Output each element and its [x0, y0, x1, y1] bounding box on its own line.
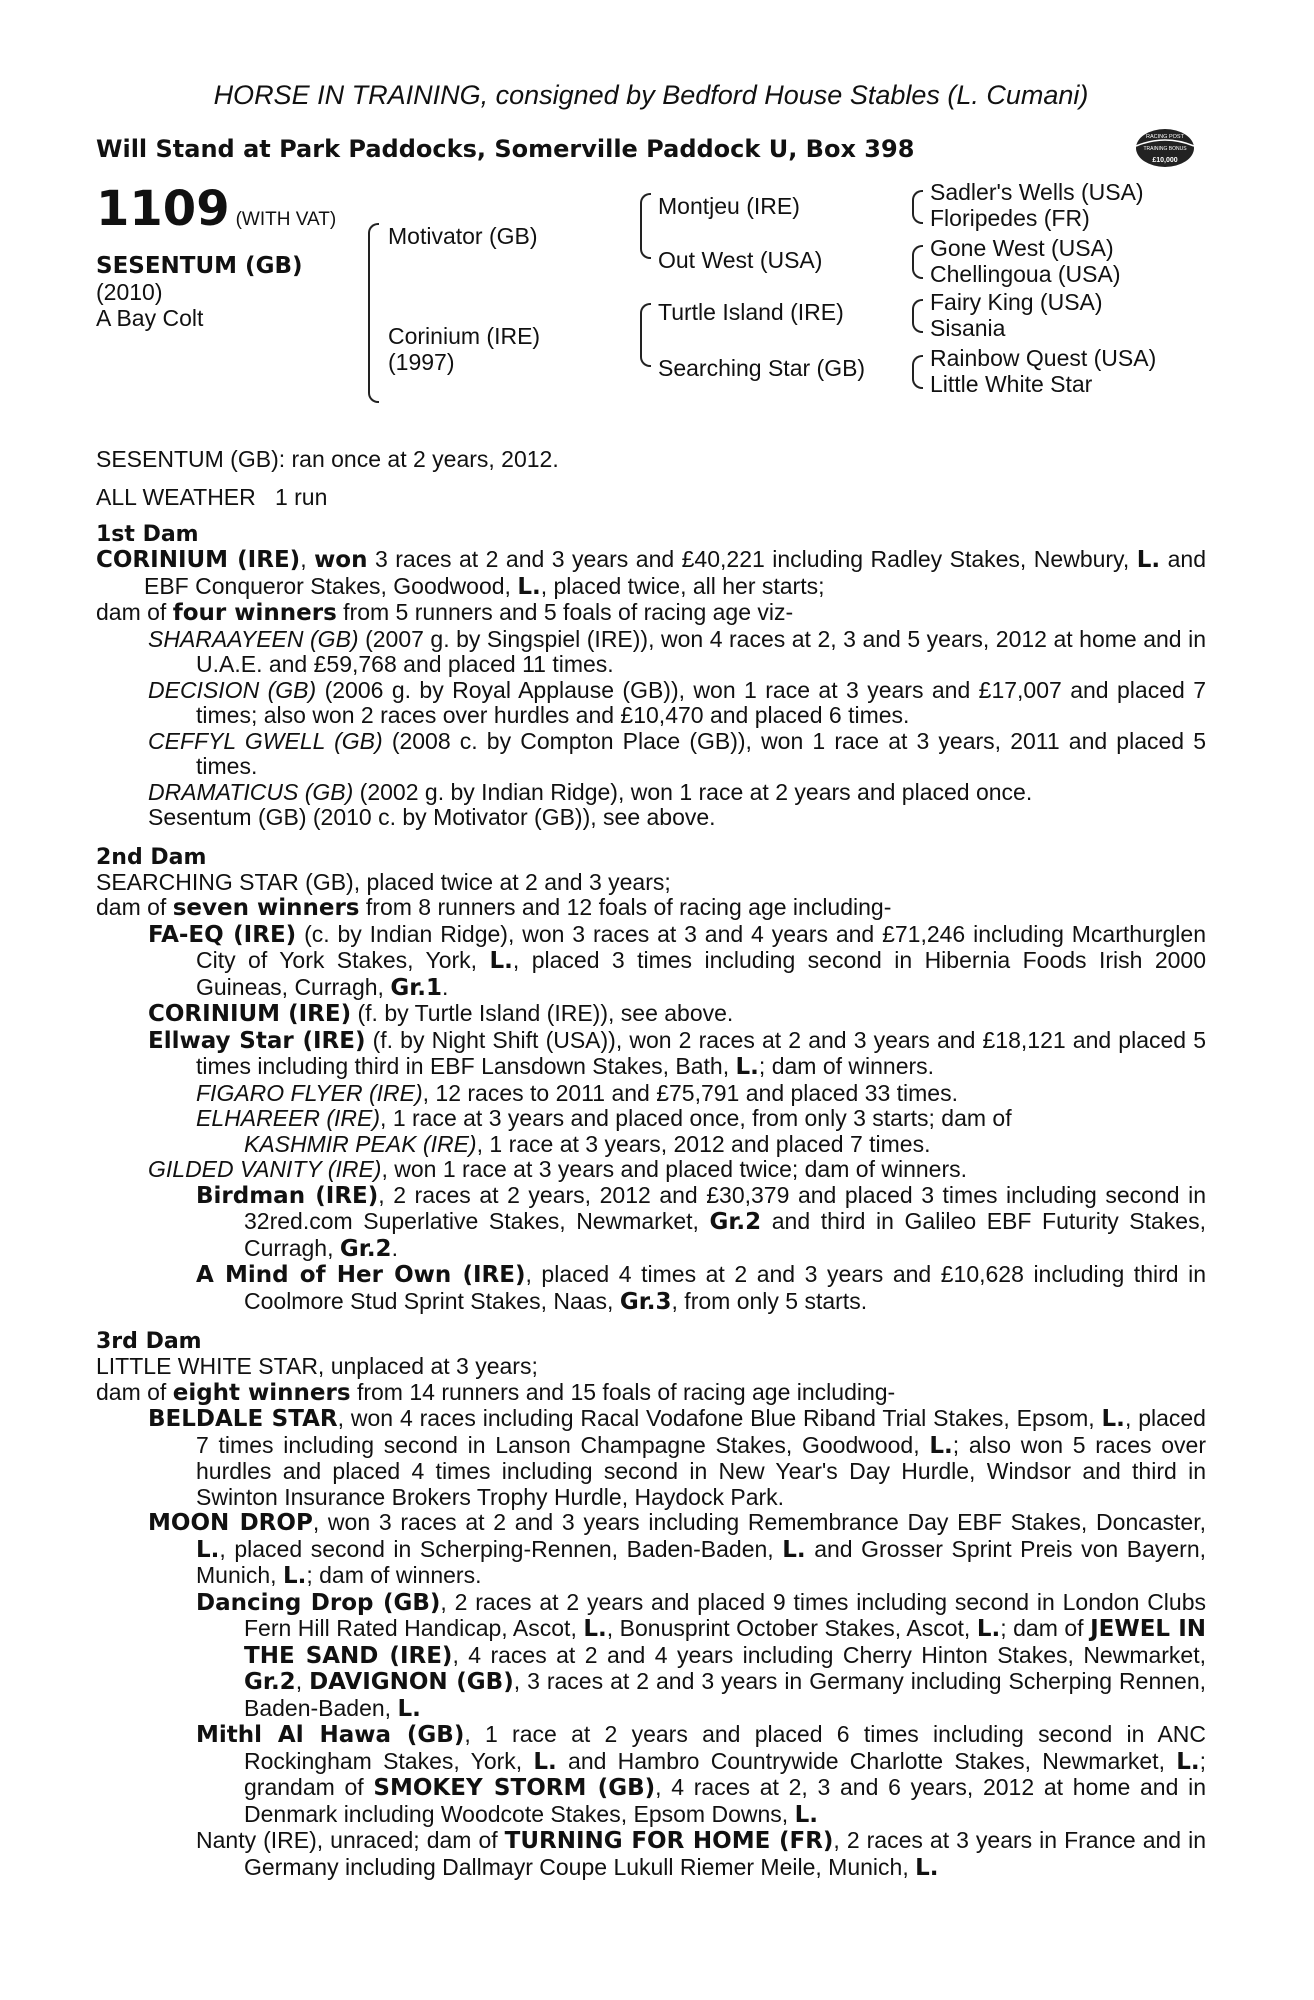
first-dam-offspring-5: Sesentum (GB) (2010 c. by Motivator (GB)), see above. [148, 804, 716, 830]
great-granddam-3: Sisania [930, 315, 1006, 341]
second-dam-offspring-1: FA-EQ (IRE) (c. by Indian Ridge), won 3 races at 3 and 4 years and £71,246 including Mcarthurglen City of York Stakes, York, L., placed 3 times including second in Hibernia Foods Irish 2000 Guineas, Curragh, Gr.1. [148, 920, 1207, 1001]
third-dam-offspring-2: MOON DROP, won 3 races at 2 and 3 years including Remembrance Day EBF Stakes, Doncaster, L., placed second in Scherping-Rennen, Baden-Baden, L. and Grosser Sprint Preis von Bayern, Munich, L.; dam of winners. [148, 1509, 1207, 1589]
badge-top-text: RACING POST [1146, 134, 1184, 140]
second-dam-offspring-2: CORINIUM (IRE) (f. by Turtle Island (IRE)), see above. [148, 1000, 734, 1027]
pedigree-bracket-main [368, 223, 379, 403]
pedigree-bracket-ggp2 [912, 245, 923, 279]
pedigree-bracket-sire [640, 193, 651, 259]
race-record-summary: SESENTUM (GB): ran once at 2 years, 2012. [96, 446, 559, 472]
sire: Motivator (GB) [388, 223, 538, 249]
vat-note: (WITH VAT) [235, 209, 337, 230]
second-dam-grandoffspring-4: A Mind of Her Own (IRE), placed 4 times at 2 and 3 years and £10,628 including third in Coolmore Stud Sprint Stakes, Naas, Gr.3, from only 5 starts. [196, 1261, 1207, 1315]
dam-dam: Searching Star (GB) [658, 355, 866, 381]
third-dam-grandoffspring-3: Nanty (IRE), unraced; dam of TURNING FOR HOME (FR), 2 races at 3 years in France and in Germany including Dallmayr Coupe Lukull Riemer Meile, Munich, L. [196, 1827, 1206, 1881]
badge-mid-text: TRAINING BONUS [1143, 146, 1187, 152]
second-dam-produce-summary: dam of seven winners from 8 runners and 12 foals of racing age including- [96, 894, 892, 921]
first-dam-record: CORINIUM (IRE), won 3 races at 2 and 3 years and £40,221 including Radley Stakes, Newbury, L. and EBF Conqueror Stakes, Goodwood, L., placed twice, all her starts; [96, 546, 1206, 600]
lot-number: 1109 [96, 181, 230, 237]
great-grandsire-3: Fairy King (USA) [930, 289, 1103, 315]
stand-location: Will Stand at Park Paddocks, Somerville Paddock U, Box 398 [96, 135, 915, 163]
horse-year: (2010) [96, 279, 163, 305]
third-dam-record: LITTLE WHITE STAR, unplaced at 3 years; [96, 1353, 538, 1379]
training-bonus-badge [1134, 126, 1196, 170]
dam-sire: Turtle Island (IRE) [658, 299, 844, 325]
great-grandsire-2: Gone West (USA) [930, 235, 1114, 261]
first-dam-offspring-2: DECISION (GB) (2006 g. by Royal Applause (GB)), won 1 race at 3 years and £17,007 and placed 7 times; also won 2 races over hurdles and £10,470 and placed 6 times. [148, 676, 1206, 728]
badge-amount-text: £10,000 [1152, 157, 1178, 164]
third-dam-grandoffspring-1: Dancing Drop (GB), 2 races at 2 years and placed 9 times including second in London Clubs Fern Hill Rated Handicap, Ascot, L., Bonusprint October Stakes, Ascot, L.; dam of JEWEL IN THE SAND (IRE), 4 races at 2 and 4 years including Cherry Hinton Stakes, Newmarket, Gr.2, DAVIGNON (GB), 3 races at 2 and 3 years in Germany including Scherping Rennen, Baden-Baden, L. [196, 1588, 1207, 1722]
horse-name: SESENTUM (GB) [96, 253, 303, 279]
all-weather-runs: 1 run [274, 483, 328, 510]
third-dam-offspring-1: BELDALE STAR, won 4 races including Racal Vodafone Blue Riband Trial Stakes, Epsom, L., placed 7 times including second in Lanson Champagne Stakes, Goodwood, L.; also won 5 races over hurdles and placed 4 times including second in New Year's Day Hurdle, Windsor and third in Swinton Insurance Brokers Trophy Hurdle, Haydock Park. [148, 1405, 1206, 1510]
second-dam-section [96, 845, 1206, 1316]
lot-info [96, 181, 337, 332]
great-granddam-4: Little White Star [930, 371, 1093, 397]
great-grandsire-4: Rainbow Quest (USA) [930, 345, 1157, 371]
dam-year: (1997) [388, 349, 455, 375]
all-weather-record [96, 485, 1206, 511]
second-dam-record: SEARCHING STAR (GB), placed twice at 2 and 3 years; [96, 868, 671, 895]
first-dam-section [96, 522, 1206, 831]
third-dam-produce-summary: dam of eight winners from 14 runners and 15 foals of racing age including- [96, 1378, 896, 1406]
third-dam-grandoffspring-2: Mithl Al Hawa (GB), 1 race at 2 years and placed 6 times including second in ANC Rockingham Stakes, York, L. and Hambro Countrywide Charlotte Stakes, Newmarket, L.; grandam of SMOKEY STORM (GB), 4 races at 2, 3 and 6 years, 2012 at home and in Denmark including Woodcote Stakes, Epsom Downs, L. [196, 1721, 1207, 1828]
second-dam-offspring-4: GILDED VANITY (IRE), won 1 race at 3 years and placed twice; dam of winners. [148, 1156, 967, 1182]
pedigree-bracket-dam [640, 303, 651, 367]
dam: Corinium (IRE) [388, 323, 541, 349]
third-dam-section [96, 1329, 1206, 1881]
catalogue-page [96, 80, 1206, 1881]
first-dam-offspring-1: SHARAAYEEN (GB) (2007 g. by Singspiel (IRE)), won 4 races at 2, 3 and 5 years, 2012 at home and in U.A.E. and £59,768 and placed 11 times. [148, 625, 1207, 677]
second-dam-grandoffspring-1: FIGARO FLYER (IRE), 12 races to 2011 and £75,791 and placed 33 times. [196, 1079, 958, 1106]
all-weather-label: ALL WEATHER [96, 483, 256, 510]
first-dam-offspring-4: DRAMATICUS (GB) (2002 g. by Indian Ridge), won 1 race at 2 years and placed once. [148, 778, 1033, 805]
great-grandsire-1: Sadler's Wells (USA) [930, 179, 1144, 205]
pedigree-section [96, 179, 1206, 435]
second-dam-grandoffspring-3: Birdman (IRE), 2 races at 2 years, 2012 and £30,379 and placed 3 times including second in 32red.com Superlative Stakes, Newmarket, Gr.2 and third in Galileo EBF Futurity Stakes, Curragh, Gr.2. [196, 1181, 1207, 1262]
pedigree-bracket-ggp4 [912, 355, 923, 389]
great-granddam-1: Floripedes (FR) [930, 205, 1090, 231]
first-dam-offspring-3: CEFFYL GWELL (GB) (2008 c. by Compton Place (GB)), won 1 race at 3 years, 2011 and placed 5 times. [148, 727, 1206, 779]
page-header: HORSE IN TRAINING, consigned by Bedford House Stables (L. Cumani) [213, 80, 1089, 110]
sire-dam: Out West (USA) [658, 247, 823, 273]
first-dam-heading: 1st Dam [96, 522, 199, 547]
second-dam-heading: 2nd Dam [96, 844, 207, 870]
second-dam-grandoffspring-2: ELHAREER (IRE), 1 race at 3 years and placed once, from only 3 starts; dam of [196, 1105, 1012, 1131]
pedigree-bracket-ggp1 [912, 190, 923, 224]
pedigree-bracket-ggp3 [912, 299, 923, 333]
horse-description: A Bay Colt [96, 305, 204, 332]
sire-sire: Montjeu (IRE) [658, 193, 800, 219]
first-dam-produce-summary: dam of four winners from 5 runners and 5 foals of racing age viz- [96, 599, 794, 626]
third-dam-heading: 3rd Dam [96, 1329, 202, 1354]
second-dam-offspring-3: Ellway Star (IRE) (f. by Night Shift (USA)), won 2 races at 2 and 3 years and £18,121 and placed 5 times including third in EBF Lansdown Stakes, Bath, L.; dam of winners. [148, 1026, 1206, 1080]
great-granddam-2: Chellingoua (USA) [930, 261, 1121, 287]
second-dam-great-grandoffspring-1: KASHMIR PEAK (IRE), 1 race at 3 years, 2012 and placed 7 times. [244, 1130, 931, 1157]
